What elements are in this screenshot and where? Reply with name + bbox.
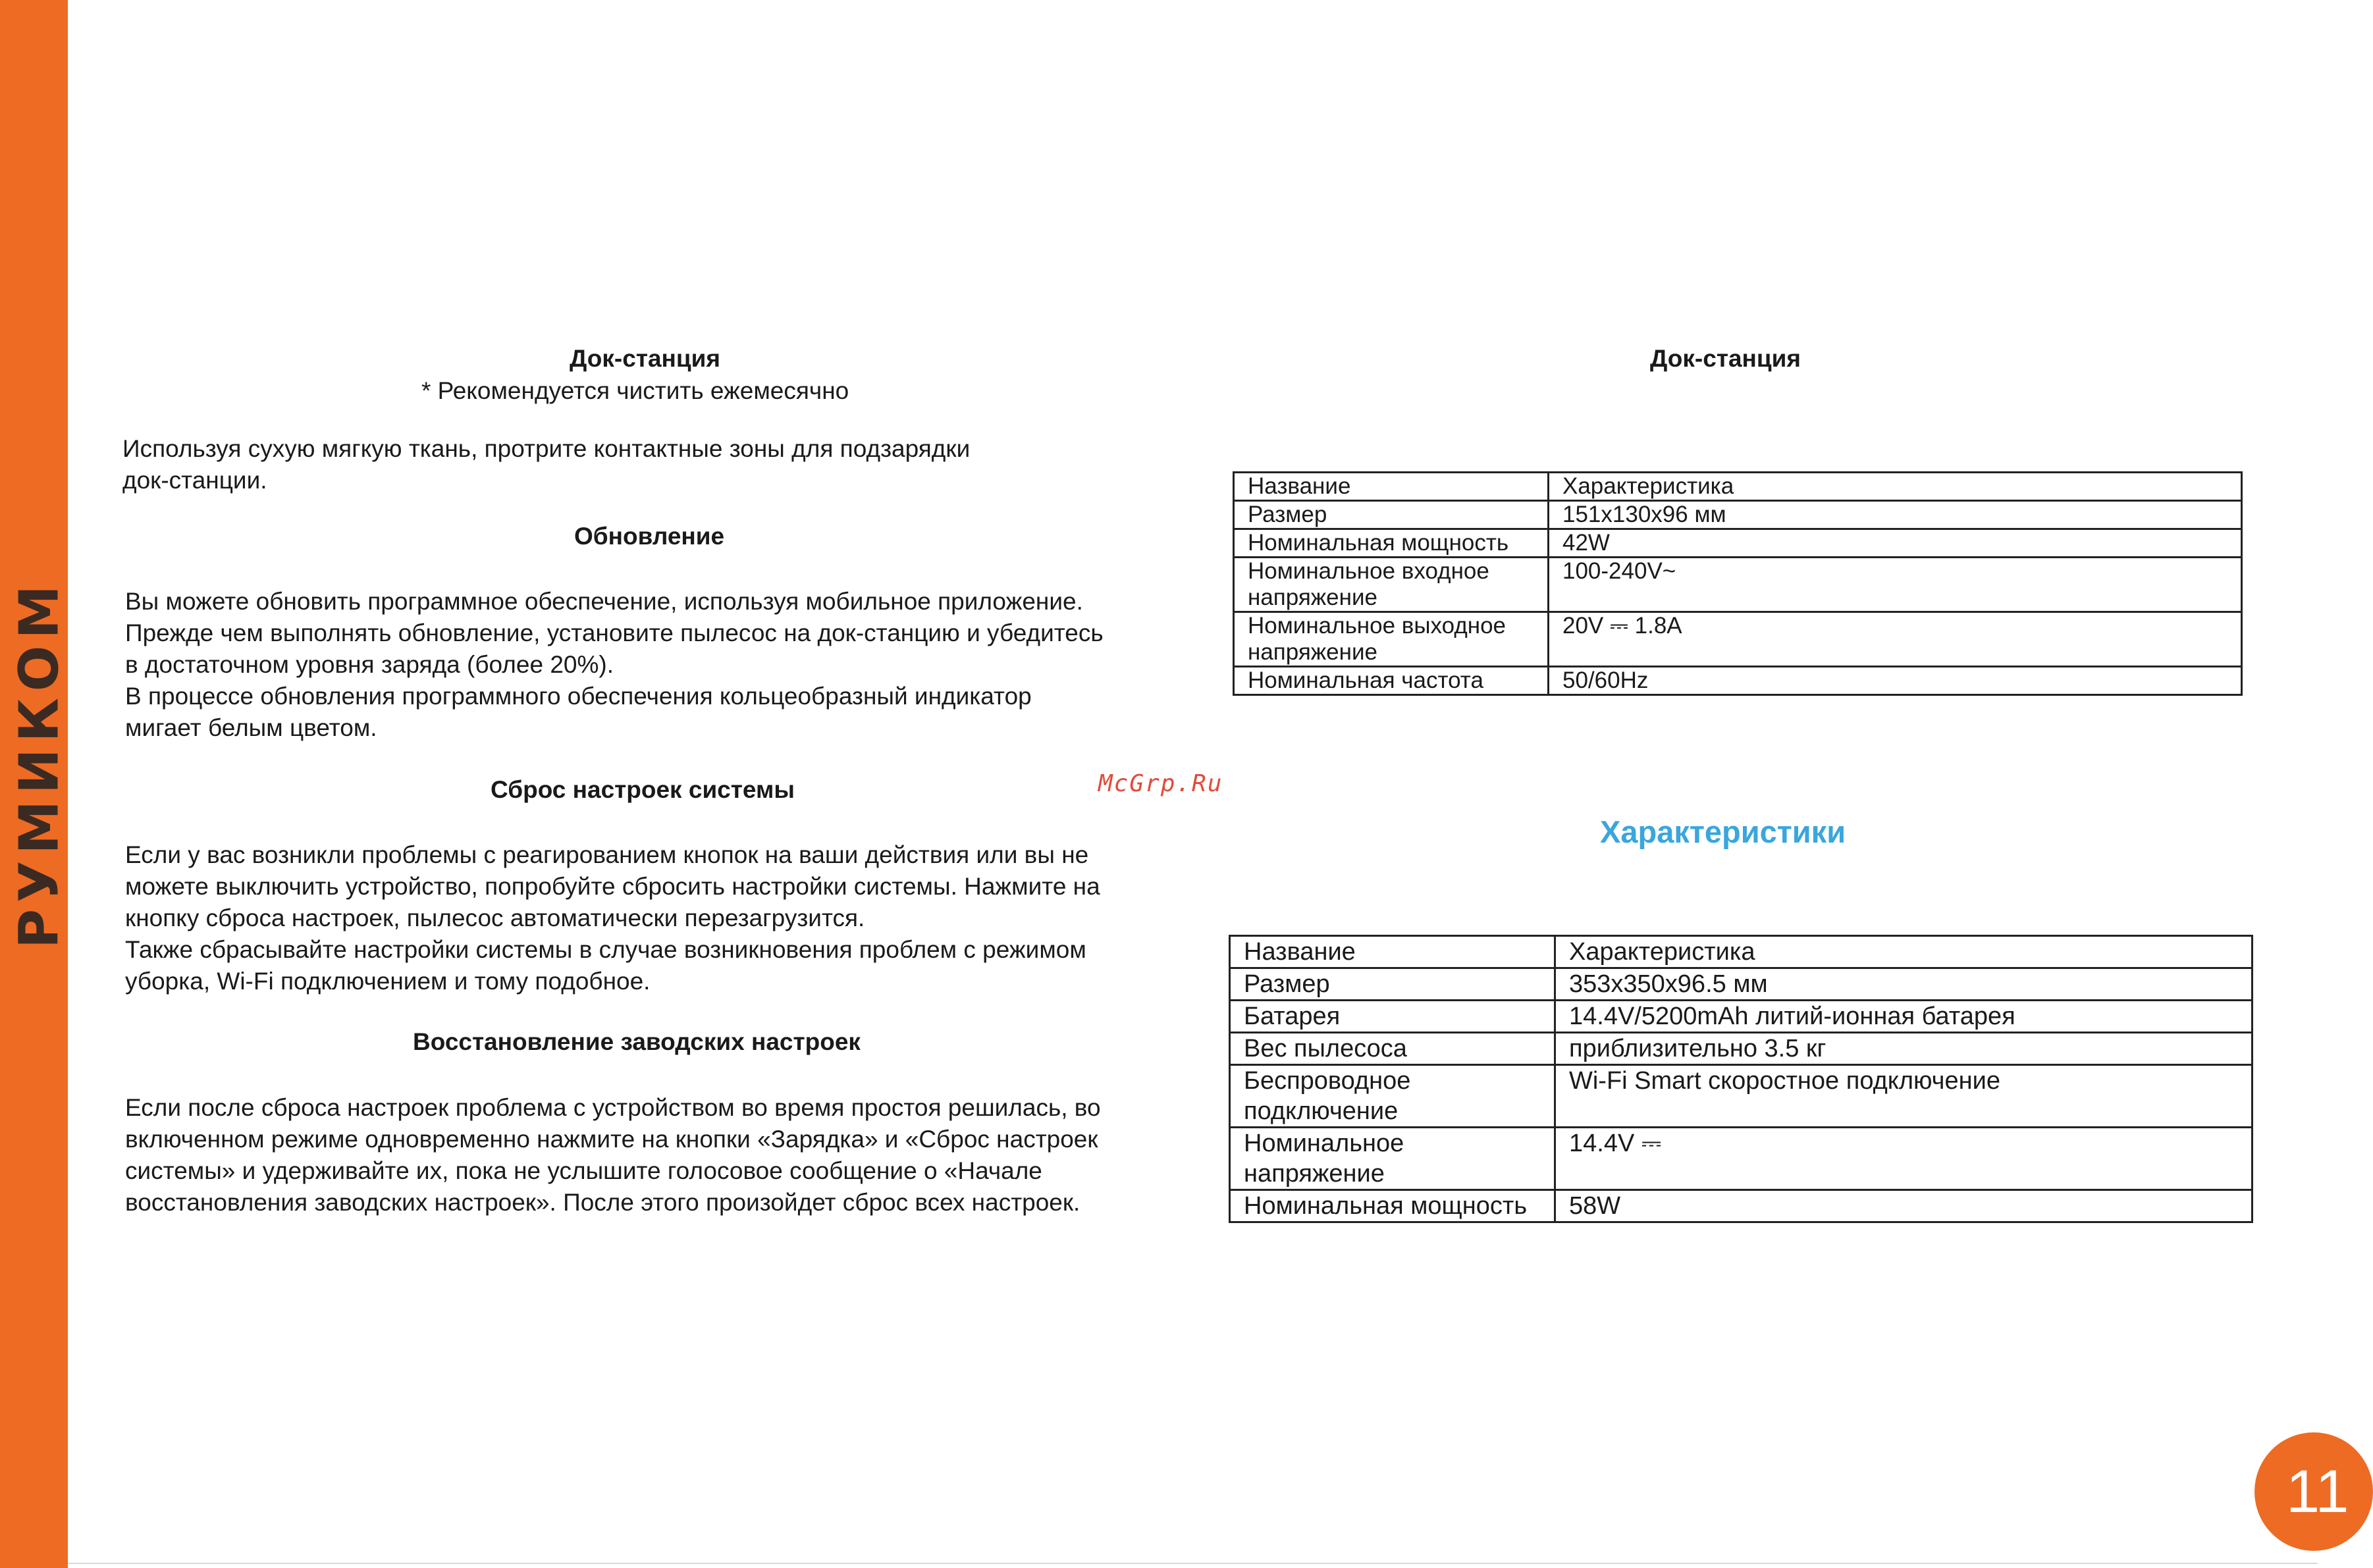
table-cell: Вес пылесоса <box>1230 1033 1555 1065</box>
table-row <box>1234 558 2242 612</box>
table-cell: Размер <box>1230 968 1555 1001</box>
table-row <box>1230 1033 2253 1065</box>
watermark: McGrp.Ru <box>1098 770 1223 797</box>
table-row <box>1234 612 2242 667</box>
table-cell: 14.4V ⎓ <box>1555 1128 2253 1190</box>
table-row <box>1230 1001 2253 1033</box>
reset-text: Если у вас возникли проблемы с реагированием кнопок на ваши действия или вы не можете выключить устройство, попробуйте сбросить настройки системы. Нажмите на кнопку сброса настроек, пылесос автоматически перезагрузится. Также сбрасывайте настройки системы в случае возникновения проблем с режимом уборка, Wi-Fi подключением и тому подобное. <box>125 841 1100 995</box>
table-cell: Беспроводное подключение <box>1230 1065 1555 1128</box>
table-cell: Название <box>1234 473 1549 501</box>
page-number: 11 <box>2286 1458 2349 1525</box>
brand-logo: РУМИКОМ <box>8 579 71 949</box>
brand-sidebar <box>0 0 71 1568</box>
table-cell: Номинальное выходное напряжение <box>1234 612 1549 667</box>
table-row <box>1234 473 2242 501</box>
table-row <box>1230 1128 2253 1190</box>
table-cell: Номинальная мощность <box>1234 529 1549 558</box>
table-cell: Название <box>1230 936 1555 968</box>
table-row <box>1234 529 2242 558</box>
table-cell: Батарея <box>1230 1001 1555 1033</box>
table-row <box>1234 501 2242 529</box>
specs-title: Характеристики <box>1600 814 1846 849</box>
dock-specs-table <box>1233 471 2243 696</box>
dock-cleaning-title: Док-станция <box>570 345 720 372</box>
table-cell: 50/60Hz <box>1549 667 2242 695</box>
bottom-divider <box>68 1563 2318 1564</box>
table-cell: Номинальное напряжение <box>1230 1128 1555 1190</box>
table-cell: 100-240V~ <box>1549 558 2242 612</box>
dock-specs-title: Док-станция <box>1650 345 1801 372</box>
table-cell: Номинальная частота <box>1234 667 1549 695</box>
table-cell: приблизительно 3.5 кг <box>1555 1033 2253 1065</box>
table-cell: 42W <box>1549 529 2242 558</box>
table-row <box>1230 1065 2253 1128</box>
dock-cleaning-note: * Рекомендуется чистить ежемесячно <box>421 377 849 404</box>
table-cell: 58W <box>1555 1190 2253 1222</box>
table-cell: Номинальное входное напряжение <box>1234 558 1549 612</box>
table-cell: 151x130x96 мм <box>1549 501 2242 529</box>
table-cell: 353x350x96.5 мм <box>1555 968 2253 1001</box>
dock-cleaning-text: Используя сухую мягкую ткань, протрите контактные зоны для подзарядки док-станции. <box>122 435 971 494</box>
factory-reset-title: Восстановление заводских настроек <box>413 1028 861 1055</box>
table-row <box>1234 667 2242 695</box>
table-cell: 14.4V/5200mAh литий-ионная батарея <box>1555 1001 2253 1033</box>
table-cell: Wi-Fi Smart скоростное подключение <box>1555 1065 2253 1128</box>
table-row <box>1230 968 2253 1001</box>
update-text: Вы можете обновить программное обеспечение, используя мобильное приложение. Прежде чем выполнять обновление, установите пылесос на док-станцию и убедитесь в достаточном уровня заряда (более 20%). В процессе обновления программного обеспечения кольцеобразный индикатор мигает белым цветом. <box>125 588 1104 741</box>
table-cell: 20V ⎓ 1.8A <box>1549 612 2242 667</box>
reset-title: Сброс настроек системы <box>491 776 795 803</box>
table-row <box>1230 1190 2253 1222</box>
factory-reset-text: Если после сброса настроек проблема с устройством во время простоя решилась, во включенном режиме одновременно нажмите на кнопки «Зарядка» и «Сброс настроек системы» и удерживайте их, пока не услышите голосовое сообщение о «Начале восстановления заводских настроек». После этого произойдет сброс всех настроек. <box>125 1094 1101 1216</box>
table-cell: Характеристика <box>1549 473 2242 501</box>
page-number-badge <box>2254 1432 2373 1551</box>
vacuum-specs-table <box>1229 935 2253 1223</box>
table-cell: Размер <box>1234 501 1549 529</box>
table-cell: Характеристика <box>1555 936 2253 968</box>
table-row <box>1230 936 2253 968</box>
table-cell: Номинальная мощность <box>1230 1190 1555 1222</box>
update-title: Обновление <box>574 523 725 550</box>
